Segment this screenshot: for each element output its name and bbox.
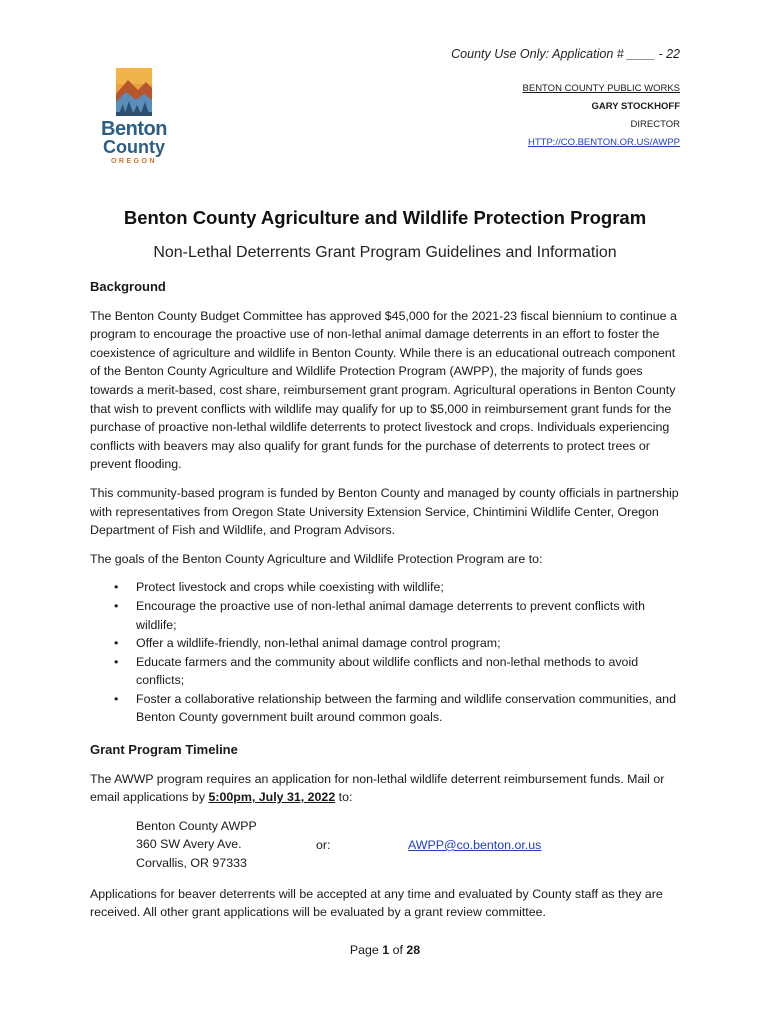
page-footer <box>0 943 770 957</box>
background-paragraph-1: The Benton County Budget Committee has approved $45,000 for the 2021-23 fiscal biennium to continue a program to encourage the proactive use of non-lethal animal damage deterrents in an effort to foster the coexistence of agriculture and wildlife in Benton County. While there is an educational outreach component of the Benton County Agriculture and Wildlife Protection Program (AWPP), the majority of funds goes towards a merit-based, cost share, reimbursement grant program. Agricultural operations in Benton County that wish to prevent conflicts with wildlife may qualify for up to $5,000 in reimbursement grant funds for the purchase of proactive non-lethal wildlife deterrents to protect livestock and crops. Individuals experiencing conflicts with beavers may also qualify for grant funds for the purchase of deterrents to protect trees or prevent flooding. <box>90 308 677 472</box>
of-word: of <box>392 943 403 957</box>
timeline-text-b: to: <box>335 790 353 805</box>
page-number: 1 <box>382 943 390 957</box>
department-block <box>523 80 680 152</box>
goal-item <box>90 690 680 727</box>
document-body <box>90 278 680 932</box>
timeline-heading: Grant Program Timeline <box>90 742 238 758</box>
bullet-icon: • <box>114 654 119 669</box>
bullet-icon: • <box>114 598 119 613</box>
goals-list <box>90 578 680 727</box>
page-word: Page <box>349 943 379 957</box>
address-line: Corvallis, OR 97333 <box>136 856 247 871</box>
timeline-paragraph-2: Applications for beaver deterrents will be accepted at any time and evaluated by County staff as they are received. All other grant applications will be evaluated by a grant review committee. <box>90 886 663 920</box>
document-subtitle: Non-Lethal Deterrents Grant Program Guidelines and Information <box>153 244 617 261</box>
goal-item <box>90 653 680 690</box>
goal-text: Protect livestock and crops while coexisting with wildlife; <box>136 580 444 595</box>
goal-item <box>90 634 680 653</box>
timeline-paragraph-1 <box>90 770 680 807</box>
goal-item <box>90 597 680 634</box>
timeline-text-a: The AWWP program requires an application for non-lethal wildlife deterrent reimbursement funds. Mail or email applications by <box>90 771 665 805</box>
logo-mountain-icon <box>96 68 172 120</box>
goal-text: Foster a collaborative relationship between the farming and wildlife conservation communities, and Benton County government built around common goals. <box>136 691 676 725</box>
background-paragraph-2: This community-based program is funded by Benton County and managed by county officials in partnership with representatives from Oregon State University Extension Service, Chintimini Wildlife Center, Oregon Department of Fish and Wildlife, and Program Advisors. <box>90 485 679 538</box>
address-line: Benton County AWPP <box>136 818 257 833</box>
director-name: GARY STOCKHOFF <box>591 101 680 112</box>
background-heading: Background <box>90 279 166 294</box>
county-use-label: County Use Only: Application # ____ - 22 <box>451 47 680 61</box>
logo-text-county: County <box>103 137 165 157</box>
goal-item <box>90 578 680 597</box>
bullet-icon: • <box>114 691 119 706</box>
deadline-text: 5:00pm, July 31, 2022 <box>208 790 336 805</box>
department-name: BENTON COUNTY PUBLIC WORKS <box>522 83 680 94</box>
director-title: DIRECTOR <box>630 119 680 130</box>
or-label: or: <box>316 837 331 852</box>
goal-text: Offer a wildlife-friendly, non-lethal animal damage control program; <box>136 636 501 651</box>
email-link[interactable]: AWPP@co.benton.or.us <box>408 837 542 852</box>
mailing-address-block <box>90 817 680 875</box>
document-title: Benton County Agriculture and Wildlife Protection Program <box>123 207 647 228</box>
department-url-link[interactable]: HTTP://CO.BENTON.OR.US/AWPP <box>527 137 680 148</box>
bullet-icon: • <box>114 580 119 595</box>
logo-text-oregon: OREGON <box>110 158 158 165</box>
bullet-icon: • <box>114 636 119 651</box>
goals-intro: The goals of the Benton County Agriculture and Wildlife Protection Program are to: <box>90 551 543 566</box>
goal-text: Educate farmers and the community about wildlife conflicts and non-lethal methods to avoid conflicts; <box>136 654 639 688</box>
address-line: 360 SW Avery Ave. <box>136 837 242 852</box>
goal-text: Encourage the proactive use of non-lethal animal damage deterrents to prevent conflicts with wildlife; <box>136 598 645 632</box>
logo-text-benton: Benton <box>101 118 167 140</box>
page-total: 28 <box>406 943 421 957</box>
mailing-address <box>136 817 257 873</box>
